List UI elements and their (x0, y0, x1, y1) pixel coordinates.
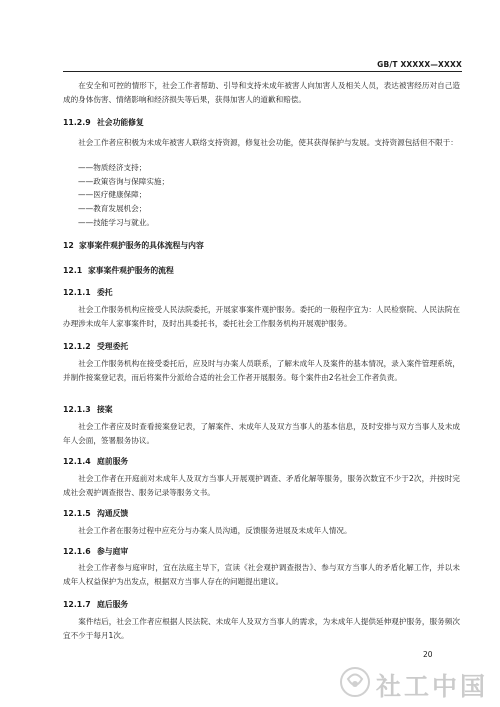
heading-12-1-4 (63, 456, 128, 467)
list-item: ——教育发展机会； (78, 204, 147, 213)
paragraph-12-1-7: 案件结后，社会工作者应根据人民法院、未成年人及双方当事人的需求，为未成年人提供延伸观护服务，服务频次宜不少于每月1次。 (63, 617, 460, 640)
heading-title: 家事案件观护服务的流程 (88, 266, 174, 275)
heading-12-1-2 (63, 341, 128, 352)
paragraph-12-1-5: 社会工作者在服务过程中应充分与办案人员沟通，反馈服务进展及未成年人情况。 (78, 526, 352, 535)
paragraph-12-1-2: 社会工作服务机构在接受委托后，应及时与办案人员联系，了解未成年人及案件的基本情况，录入案件管理系统，并制作接案登记表，而后将案件分派给合适的社会工作者开展服务。每个案件由2名社会工作者负责。 (63, 359, 460, 382)
heading-title: 参与庭审 (97, 547, 129, 556)
heading-12-1-5 (63, 508, 128, 519)
heading-number: 12.1.4 (63, 457, 91, 466)
paragraph-11-2-9: 社会工作者应积极为未成年被害人联络支持资源，修复社会功能，使其获得保护与发展。支持资源包括但不限于： (78, 138, 458, 147)
heading-title: 接案 (97, 405, 113, 414)
heading-11-2-9 (63, 117, 144, 128)
heading-number: 12.1.7 (63, 600, 91, 609)
heading-number: 12.1.2 (63, 342, 91, 351)
watermark-text: 社工中国 (376, 672, 489, 701)
page-number: 20 (423, 650, 433, 659)
header-rule (63, 71, 462, 72)
paragraph-12-1-6: 社会工作者参与庭审时，宜在法庭主导下，宣读《社会观护调查报告》、参与双方当事人的矛盾化解工作，并以未成年人权益保护为出发点，根据双方当事人存在的问题提出建议。 (63, 563, 460, 586)
heading-title: 庭后服务 (97, 600, 129, 609)
heading-number: 12.1.3 (63, 405, 91, 414)
intro-paragraph: 在安全和可控的情形下，社会工作者帮助、引导和支持未成年被害人向加害人及相关人员，表达被害经历对自己造成的身体伤害、情绪影响和经济损失等后果，获得加害人的道歉和赔偿。 (63, 81, 460, 104)
heading-number: 12.1.6 (63, 547, 91, 556)
heading-12 (63, 240, 204, 251)
heading-number: 12.1 (63, 266, 83, 275)
paragraph-12-1-3: 社会工作者应及时查看接案登记表，了解案件、未成年人及双方当事人的基本信息，及时安排与双方当事人及未成年人会面，签署服务协议。 (63, 422, 460, 445)
heading-title: 庭前服务 (97, 457, 129, 466)
heading-number: 11.2.9 (63, 118, 91, 127)
heading-12-1-7 (63, 599, 128, 610)
heading-title: 家事案件观护服务的具体流程与内容 (79, 241, 204, 250)
paragraph-12-1-1: 社会工作服务机构应接受人民法院委托，开展家事案件观护服务。委托的一般程序宜为：人民检察院、人民法院在办理涉未成年人家事案件时，及时出具委托书，委托社会工作服务机构开展观护服务。 (63, 305, 460, 328)
list-item: ——技能学习与就业。 (78, 218, 154, 227)
heading-12-1-3 (63, 404, 113, 415)
heading-title: 委托 (97, 288, 113, 297)
heading-12-1-6 (63, 546, 128, 557)
heading-title: 受理委托 (97, 342, 129, 351)
heading-title: 社会功能修复 (97, 118, 144, 127)
heading-title: 沟通反馈 (97, 509, 129, 518)
heading-number: 12.1.1 (63, 288, 91, 297)
heading-12-1 (63, 265, 174, 276)
heading-number: 12 (63, 241, 74, 250)
heading-number: 12.1.5 (63, 509, 91, 518)
list-item: ——物质经济支持； (78, 163, 147, 172)
paragraph-12-1-4: 社会工作者在开庭前对未成年人及双方当事人开展观护调查、矛盾化解等服务，服务次数宜不少于2次，并按时完成社会观护调查报告、服务记录等服务文书。 (63, 474, 460, 497)
standard-code: GB/T XXXXX—XXXX (377, 60, 462, 69)
heading-12-1-1 (63, 287, 113, 298)
list-item: ——医疗健康保障； (78, 190, 147, 199)
list-item: ——政策咨询与保障实施； (78, 177, 170, 186)
